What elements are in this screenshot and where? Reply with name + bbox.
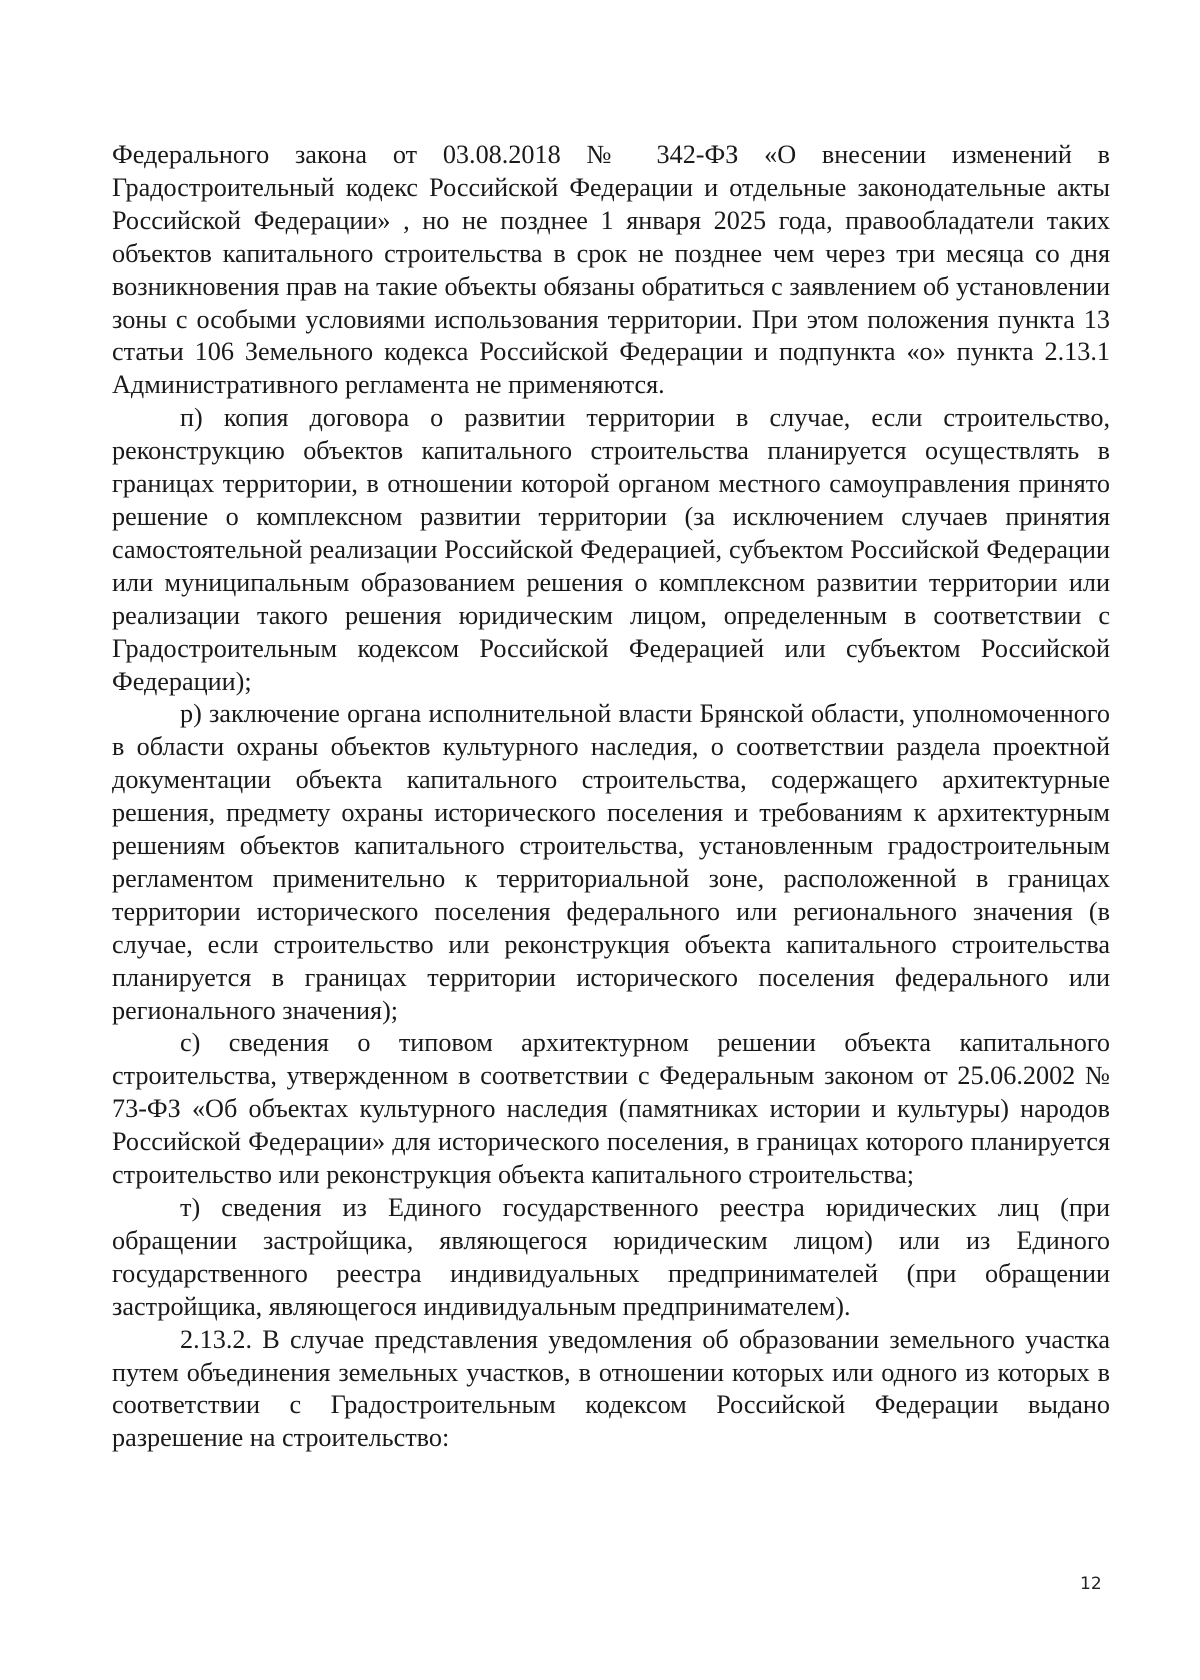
page-number: 12 <box>1080 1574 1102 1594</box>
paragraph-item-t: т) сведения из Единого государственного реестра юридических лиц (при обращении застройщика, являющегося юридическим лицом) или из Единого государственного реестра индивидуальных предпринимателей (при обращении застройщика, являющегося индивидуальным предпринимателем). <box>112 1193 1110 1321</box>
paragraph-section-2-13-2: 2.13.2. В случае представления уведомления об образовании земельного участка путем объединения земельных участков, в отношении которых или одного из которых в соответствии с Градостроительным кодексом Российской Федерации выдано разрешение на строительство: <box>112 1324 1110 1453</box>
document-body <box>112 139 1110 1455</box>
paragraph-item-r: р) заключение органа исполнительной власти Брянской области, уполномоченного в области охраны объектов культурного наследия, о соответствии раздела проектной документации объекта капитального строительства, содержащего архитектурные решения, предмету охраны исторического поселения и требованиям к архитектурным решениям объектов капитального строительства, установленным градостроительным регламентом применительно к территориальной зоне, расположенной в границах территории исторического поселения федерального или регионального значения (в случае, если строительство или реконструкция объекта капитального строительства планируется в границах территории исторического поселения федерального или регионального значения); <box>112 699 1110 1025</box>
paragraph-continuation: Федерального закона от 03.08.2018 № 342-ФЗ «О внесении изменений в Градостроительный кодекс Российской Федерации и отдельные законодательные акты Российской Федерации» , но не позднее 1 января 2025 года, правообладатели таких объектов капитального строительства в срок не позднее чем через три месяца со дня возникновения прав на такие объекты обязаны обратиться с заявлением об установлении зоны с особыми условиями использования территории. При этом положения пункта 13 статьи 106 Земельного кодекса Российской Федерации и подпункта «о» пункта 2.13.1 Административного регламента не применяются. <box>112 140 1110 400</box>
paragraph-item-s: с) сведения о типовом архитектурном решении объекта капитального строительства, утвержденном в соответствии с Федеральным законом от 25.06.2002 № 73-ФЗ «Об объектах культурного наследия (памятниках истории и культуры) народов Российской Федерации» для исторического поселения, в границах которого планируется строительство или реконструкция объекта капитального строительства; <box>112 1028 1110 1190</box>
paragraph-item-p: п) копия договора о развитии территории в случае, если строительство, реконструкцию объектов капитального строительства планируется осуществлять в границах территории, в отношении которой органом местного самоуправления принято решение о комплексном развитии территории (за исключением случаев принятия самостоятельной реализации Российской Федерацией, субъектом Российской Федерации или муниципальным образованием решения о комплексном развитии территории или реализации такого решения юридическим лицом, определенным в соответствии с Градостроительным кодексом Российской Федерацией или субъектом Российской Федерации); <box>112 403 1110 696</box>
